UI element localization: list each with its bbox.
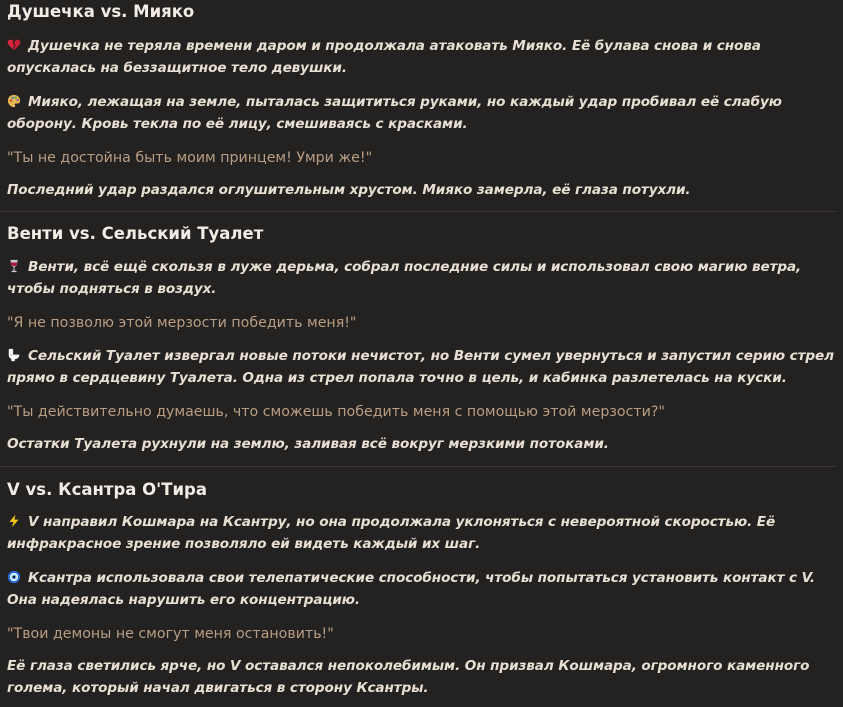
paragraph-text: Её глаза светились ярче, но V оставался непоколебимым. Он призвал Кошмара, огромного каменного голема, который начал двигаться в сторону Ксантры.: [7, 658, 810, 696]
paragraph-text: Ксантра использовала свои телепатические способности, чтобы попытаться установить контакт с V. Она надеялась нарушить его концентрацию.: [7, 570, 815, 608]
section-title: Венти vs. Сельский Туалет: [7, 224, 264, 243]
wine-glass-icon: [7, 259, 21, 273]
section-title: Душечка vs. Мияко: [7, 2, 195, 21]
quote: [7, 624, 843, 644]
quote-text: "Ты не достойна быть моим принцем! Умри же!": [7, 150, 373, 166]
paragraph-text: Душечка не теряла времени даром и продолжала атаковать Мияко. Её булава снова и снова опускалась на беззащитное тело девушки.: [7, 38, 761, 76]
paragraph: [7, 567, 843, 611]
paragraph: [7, 433, 843, 455]
paragraph-text: Венти, всё ещё скользя в луже дерьма, собрал последние силы и использовал свою магию ветра, чтобы подняться в воздух.: [7, 259, 802, 297]
paragraph: [7, 35, 843, 79]
paragraph: [7, 655, 843, 699]
section-header-2: [7, 222, 843, 246]
quote: [7, 313, 843, 333]
paragraph-text: Мияко, лежащая на земле, пыталась защититься руками, но каждый удар пробивал её слабую оборону. Кровь текла по её лицу, смешиваясь с красками.: [7, 94, 782, 132]
section-divider: [0, 466, 836, 467]
paragraph-text: V направил Кошмара на Ксантру, но она продолжала уклоняться с невероятной скоростью. Её инфракрасное зрение позволяло ей видеть каждый их шаг.: [7, 514, 776, 552]
quote: [7, 402, 843, 422]
toilet-icon: [7, 348, 21, 362]
section-title: V vs. Ксантра О'Тира: [7, 480, 207, 499]
section-divider: [0, 211, 836, 212]
paragraph: [7, 511, 843, 555]
paragraph-text: Сельский Туалет извергал новые потоки нечистот, но Венти сумел увернуться и запустил серию стрел прямо в сердцевину Туалета. Одна из стрел попала точно в цель, и кабинка разлетелась на куски.: [7, 348, 835, 386]
paragraph: [7, 179, 843, 201]
paragraph: [7, 91, 843, 135]
nazar-eye-icon: [7, 570, 21, 584]
paragraph: [7, 345, 843, 389]
quote: [7, 148, 843, 168]
paragraph: [7, 256, 843, 300]
lightning-icon: [7, 514, 21, 528]
quote-text: "Твои демоны не смогут меня остановить!": [7, 626, 334, 642]
quote-text: "Я не позволю этой мерзости победить меня!": [7, 315, 357, 331]
section-header-1: [7, 0, 843, 24]
broken-heart-icon: [7, 38, 21, 52]
palette-icon: [7, 94, 21, 108]
quote-text: "Ты действительно думаешь, что сможешь победить меня с помощью этой мерзости?": [7, 404, 665, 420]
paragraph-text: Остатки Туалета рухнули на землю, заливая всё вокруг мерзкими потоками.: [7, 436, 609, 452]
paragraph-text: Последний удар раздался оглушительным хрустом. Мияко замерла, её глаза потухли.: [7, 182, 691, 198]
section-header-3: [7, 478, 843, 502]
